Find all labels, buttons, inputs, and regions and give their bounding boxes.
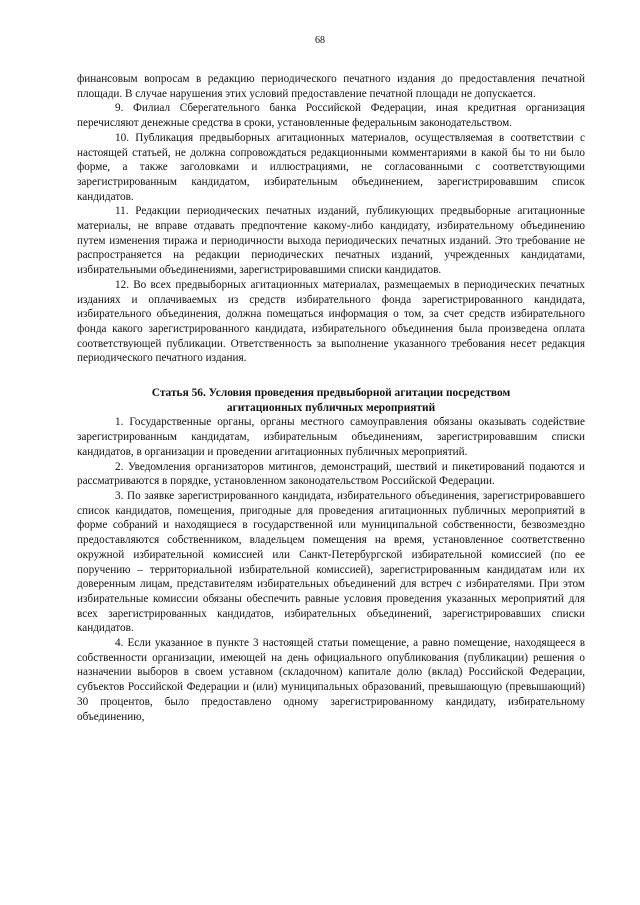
paragraph: финансовым вопросам в редакцию периодического печатного издания до предоставления печатной площади. В случае нарушения этих условий предоставление печатной площади не допускается. — [77, 73, 585, 100]
paragraph: 11. Редакции периодических печатных изданий, публикующих предвыборные агитационные материалы, не вправе отдавать предпочтение какому-либо кандидату, избирательному объединению путем изменения тиража и периодичности выхода периодических печатных изданий. Это требование не распространяется на редакции периодических печатных изданий, учрежденных кандидатами, избирательными объединениями, зарегистрировавшими списки кандидатов. — [77, 205, 585, 277]
article-heading — [77, 386, 585, 415]
document-body — [77, 72, 585, 724]
paragraph: 1. Государственные органы, органы местного самоуправления обязаны оказывать содействие зарегистрированным кандидатам, избирательным объединениям, зарегистрировавшим списки кандидатов, в организации и проведении агитационных публичных мероприятий. — [77, 416, 585, 458]
paragraph: 9. Филиал Сберегательного банка Российской Федерации, иная кредитная организация перечисляют денежные средства в сроки, установленные федеральным законодательством. — [77, 102, 585, 130]
paragraph: 3. По заявке зарегистрированного кандидата, избирательного объединения, зарегистрировавшего список кандидатов, помещения, пригодные для проведения агитационных публичных мероприятий в форме собраний и находящиеся в государственной или муниципальной собственности, безвозмездно предоставляются собственником, владельцем помещения на время, установленное соответственно окружной избирательной комиссией или Санкт-Петербургской избирательной комиссией (по ее поручению – территориальной избирательной комиссией), зарегистрированным кандидатам или их доверенным лицам, представителям избирательных объединений для встреч с избирателями. При этом избирательные комиссии обязаны обеспечить равные условия проведения указанных мероприятий для всех зарегистрированных кандидатов, избирательных объединений, зарегистрировавших списки кандидатов. — [77, 489, 585, 635]
article-heading-line1: Статья 56. Условия проведения предвыборной агитации посредством — [151, 387, 511, 400]
paragraphs-after — [77, 415, 585, 724]
paragraph: 10. Публикация предвыборных агитационных материалов, осуществляемая в соответствии с настоящей статьей, не должна сопровождаться редакционными комментариями в какой бы то ни было форме, а также заголовками и иллюстрациями, не согласованными с соответствующими зарегистрированным кандидатом, избирательным объединением, зарегистрировавшим список кандидатов. — [77, 131, 585, 203]
article-heading-line2: агитационных публичных мероприятий — [226, 401, 436, 414]
paragraph: 4. Если указанное в пункте 3 настоящей статьи помещение, а равно помещение, находящееся в собственности организации, имеющей на день официального опубликования (публикации) решения о назначении выборов в своем уставном (складочном) капитале долю (вклад) Российской Федерации, субъектов Российской Федерации и (или) муниципальных образований, превышающую (превышающий) 30 процентов, было предоставлено одному зарегистрированному кандидату, избирательному объединению, — [77, 637, 585, 723]
page-number: 68 — [315, 35, 325, 46]
paragraphs-before — [77, 72, 585, 366]
paragraph: 12. Во всех предвыборных агитационных материалах, размещаемых в периодических печатных изданиях и оплачиваемых из средств избирательного фонда зарегистрированного кандидата, избирательного объединения, должна помещаться информация о том, за счет средств избирательного фонда какого зарегистрированного кандидата, избирательного объединения была произведена оплата соответствующей публикации. Ответственность за выполнение указанного требования несет редакция периодического печатного издания. — [77, 278, 585, 365]
paragraph: 2. Уведомления организаторов митингов, демонстраций, шествий и пикетирований подаются и рассматриваются в порядке, установленном законодательством Российской Федерации. — [77, 460, 585, 488]
